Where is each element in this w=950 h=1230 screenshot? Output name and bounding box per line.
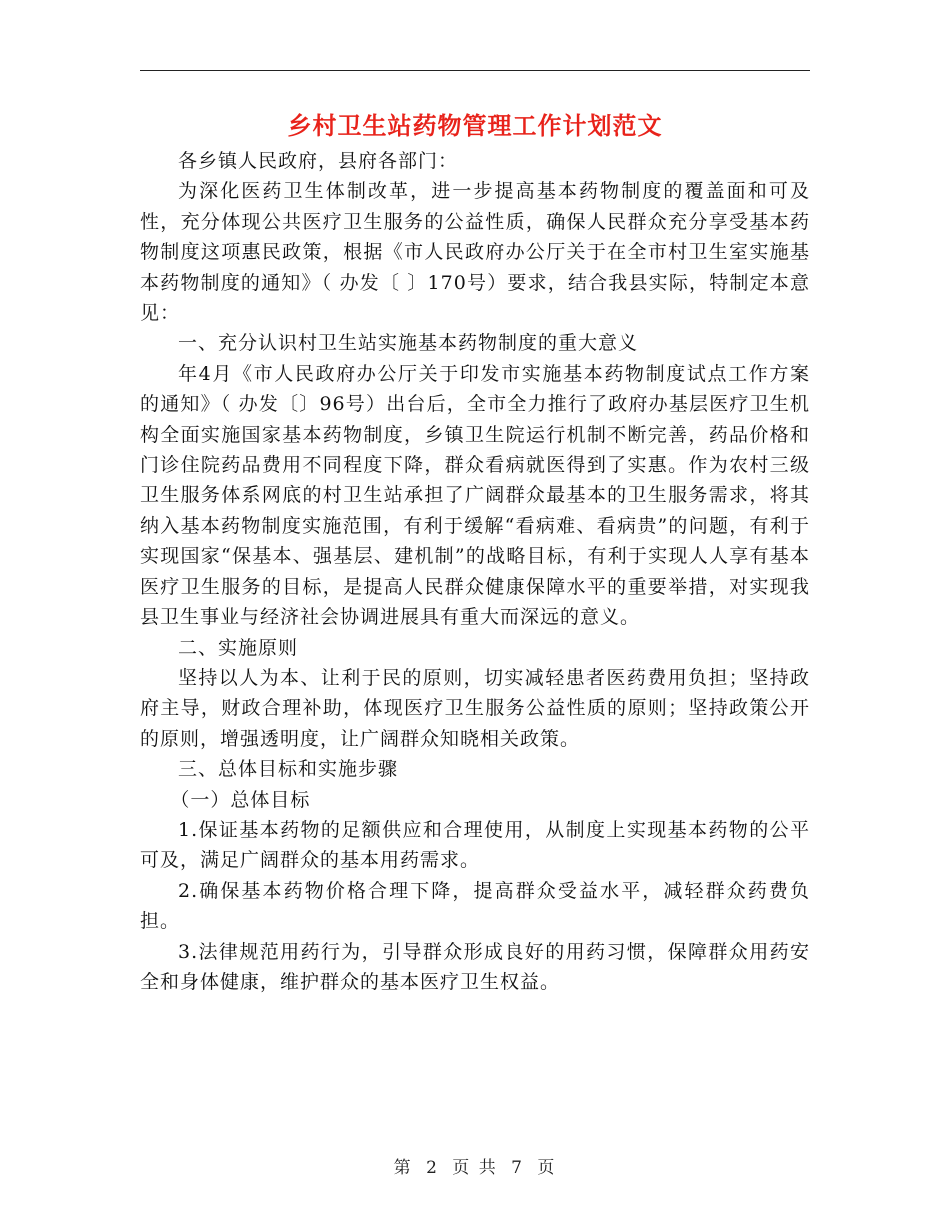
goal-item-3: 3.法律规范用药行为，引导群众形成良好的用药习惯，保障群众用药安全和身体健康，维护群众的基本医疗卫生权益。 <box>140 940 810 993</box>
goal-item-1: 1.保证基本药物的足额供应和合理使用，从制度上实现基本药物的公平可及，满足广阔群众的基本用药需求。 <box>140 818 810 872</box>
document-title: 乡村卫生站药物管理工作计划范文 <box>287 112 663 140</box>
intro-paragraph: 为深化医药卫生体制改革，进一步提高基本药物制度的覆盖面和可及性，充分体现公共医疗卫生服务的公益性质，确保人民群众充分享受基本药物制度这项惠民政策，根据《市人民政府办公厅关于在全市村卫生室实施基本药物制度的通知》（ 办发〔 〕170号）要求，结合我县实际，特制定本意见： <box>140 180 810 325</box>
page-footer <box>0 1153 950 1178</box>
section-heading-3: 三、总体目标和实施步骤 <box>178 758 399 781</box>
footer-suffix: 页 <box>537 1158 557 1178</box>
footer-page-number: 2 <box>426 1158 439 1178</box>
header-rule <box>140 70 810 71</box>
section-heading-2: 二、实施原则 <box>178 636 299 659</box>
section-1-paragraph: 年4月《市人民政府办公厅关于印发市实施基本药物制度试点工作方案的通知》（ 办发〔〕96号）出台后，全市全力推行了政府办基层医疗卫生机构全面实施国家基本药物制度，乡镇卫生院运行机制不断完善，药品价格和门诊住院药品费用不同程度下降，群众看病就医得到了实惠。作为农村三级卫生服务体系网底的村卫生站承担了广阔群众最基本的卫生服务需求，将其纳入基本药物制度实施范围，有利于缓解“看病难、看病贵”的问题，有利于实现国家“保基本、强基层、建机制”的战略目标，有利于实现人人享有基本医疗卫生服务的目标，是提高人民群众健康保障水平的重要举措，对实现我县卫生事业与经济社会协调进展具有重大而深远的意义。 <box>140 362 810 629</box>
footer-middle: 页 共 <box>452 1158 498 1178</box>
document-body <box>140 146 810 997</box>
subsection-heading: （一）总体目标 <box>170 788 311 811</box>
section-2-paragraph: 坚持以人为本、让利于民的原则，切实减轻患者医药费用负担；坚持政府主导，财政合理补助，体现医疗卫生服务公益性质的原则；坚持政策公开的原则，增强透明度，让广阔群众知晓相关政策。 <box>140 666 810 750</box>
salutation-paragraph: 各乡镇人民政府，县府各部门： <box>178 150 459 172</box>
footer-total-pages: 7 <box>511 1158 524 1178</box>
footer-prefix: 第 <box>393 1158 413 1178</box>
goal-item-2: 2.确保基本药物价格合理下降，提高群众受益水平，减轻群众药费负担。 <box>140 879 810 933</box>
section-heading-1: 一、充分认识村卫生站实施基本药物制度的重大意义 <box>178 332 639 355</box>
